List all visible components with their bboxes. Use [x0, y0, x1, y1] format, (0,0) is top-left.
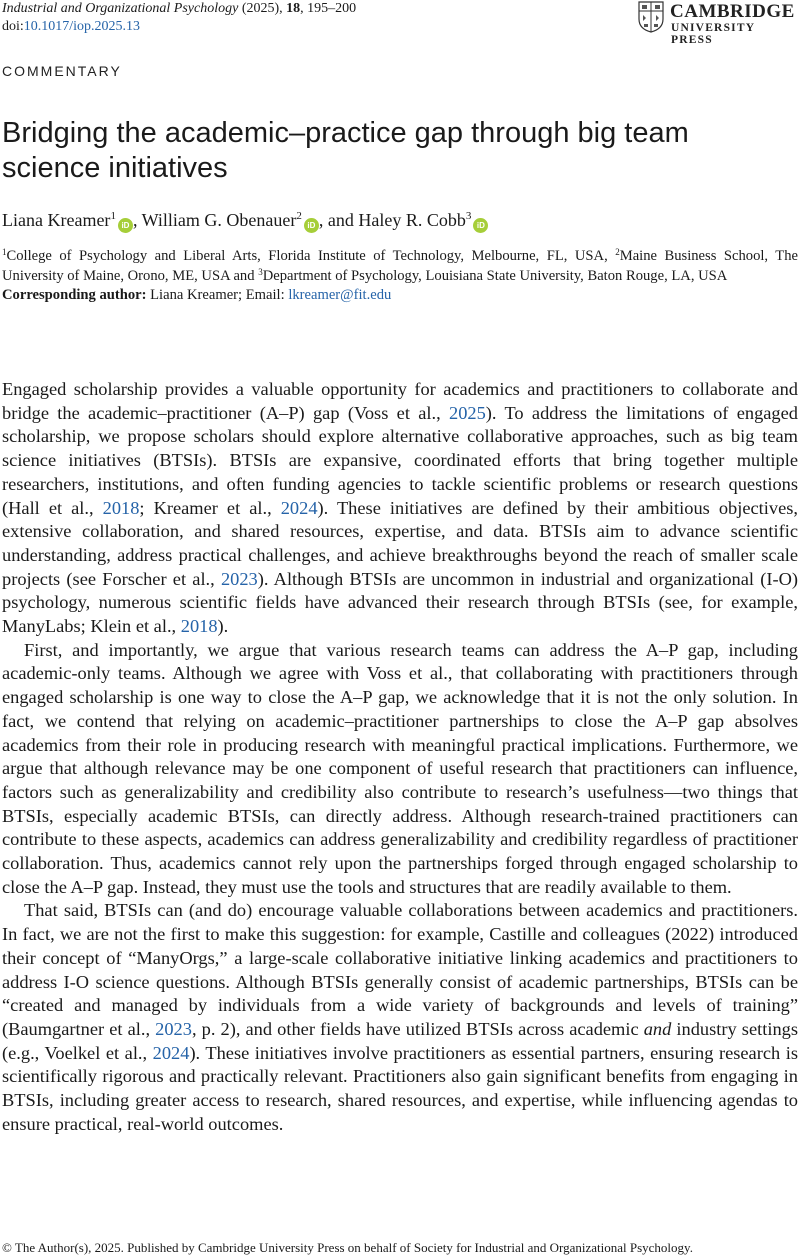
- citation-link[interactable]: 2025: [449, 402, 486, 423]
- author-affiliation-sup: 1: [110, 210, 116, 222]
- citation-link[interactable]: 2024: [152, 1042, 190, 1063]
- corresponding-label: Corresponding author:: [2, 287, 147, 303]
- body-paragraph: [2, 899, 798, 1136]
- cambridge-shield-icon: [638, 1, 664, 33]
- corresponding-author: [2, 286, 391, 306]
- article-body: [2, 378, 798, 1137]
- emphasis-text: and: [643, 1018, 672, 1039]
- journal-volume: 18: [286, 1, 301, 16]
- body-text: industry settings (e.g., Voelkel et al.,: [2, 1018, 798, 1063]
- affiliation-text: College of Psychology and Liberal Arts, Florida Institute of Technology, Melbourne, FL, USA,: [6, 248, 616, 264]
- doi-label: doi:: [2, 19, 24, 34]
- article-title: Bridging the academic–practice gap through big team science initiatives: [2, 117, 689, 184]
- affiliation-sup: 2: [615, 247, 620, 257]
- body-text: ). To address the limitations of engaged scholarship, we propose scholars should explore alternative collaborative approaches, such as big team science initiatives (BTSIs). BTSIs are expansive, coordinated efforts that bring together multiple researchers, institutions, and often funding agencies to tackle scientific problems or research questions (Hall et al.,: [2, 402, 798, 518]
- corresponding-email-link[interactable]: lkreamer@fit.edu: [288, 287, 392, 303]
- author-affiliation-sup: 3: [465, 210, 472, 222]
- orcid-icon[interactable]: iD: [304, 218, 319, 233]
- citation-link[interactable]: 2023: [220, 568, 258, 589]
- citation-link[interactable]: 2024: [280, 497, 318, 518]
- body-text: ; Kreamer et al.,: [139, 497, 281, 518]
- body-text: That said, BTSIs can (and do) encourage valuable collaborations between academics and practitioners. In fact, we are not the first to make this suggestion: for example, Castille and colleagues (2022) introduced their concept of “ManyOrgs,” a large-scale collaborative initiative linking academics and practitioners to address I-O science questions. Although BTSIs generally consist of academic partnerships, BTSIs can be “created and managed by individuals from a wide variety of backgrounds and levels of training” (Baumgartner et al.,: [2, 900, 798, 1039]
- corresponding-text: Liana Kreamer; Email:: [146, 287, 289, 303]
- author-separator: ,: [132, 210, 142, 230]
- affiliation-text: Maine Business School, The University of Maine, Orono, ME, USA and: [2, 248, 798, 284]
- affiliation-sup: 1: [2, 247, 7, 257]
- body-text: Engaged scholarship provides a valuable opportunity for academics and practitioners to collaborate and bridge the academic–practitioner (A–P) gap (Voss et al.,: [2, 379, 798, 423]
- body-text: ). These initiatives are defined by their ambitious objectives, extensive collaboration, and shared resources, expertise, and data. BTSIs aim to advance scientific understanding, address practical challenges, and achieve breakthroughs beyond the reach of smaller scale projects (see Forscher et al.,: [2, 497, 799, 589]
- citation-link[interactable]: 2023: [155, 1018, 192, 1039]
- author-separator: , and: [318, 210, 359, 230]
- journal-citation: [2, 0, 356, 18]
- body-text: ). These initiatives involve practitioners as essential partners, ensuring research is scientifically rigorous and practically relevant. Practitioners also gain significant benefits from engaging in BTSIs, including greater access to research, shared resources, and expertise, while influencing agendas to ensure practical, real-world outcomes.: [2, 1042, 798, 1134]
- journal-name: Industrial and Organizational Psychology: [2, 1, 239, 16]
- journal-pages: , 195–200: [300, 1, 357, 16]
- author-list: [2, 208, 488, 233]
- body-paragraph: [2, 378, 798, 639]
- author-name: Liana Kreamer: [2, 210, 111, 230]
- affiliation-sup: 3: [258, 266, 263, 277]
- affiliation-text: Department of Psychology, Louisiana State University, Baton Rouge, LA, USA: [262, 267, 728, 284]
- body-paragraph: [2, 639, 798, 900]
- orcid-icon[interactable]: iD: [473, 218, 488, 233]
- body-text: , p. 2), and other fields have utilized BTSIs across academic: [191, 1018, 644, 1039]
- citation-link[interactable]: 2018: [180, 616, 218, 637]
- author-name: William G. Obenauer: [141, 210, 297, 230]
- publisher-logo[interactable]: [638, 1, 798, 46]
- citation-link[interactable]: 2018: [102, 497, 140, 518]
- body-text: ).: [217, 616, 229, 637]
- doi-line: [2, 18, 140, 36]
- orcid-icon[interactable]: iD: [118, 218, 133, 233]
- body-text: First, and importantly, we argue that various research teams can address the A–P gap, including academic-only teams. Although we agree with Voss et al., that collaborating with practitioners through engaged scholarship is one way to close the A–P gap, we acknowledge that it is not the only solution. In fact, we contend that relying on academic–practitioner partnerships to close the A–P gap absolves academics from their role in producing research with meaningful practical implications. Furthermore, we argue that although relevance may be one component of useful research that practitioners can influence, factors such as generalizability and credibility also contribute to research’s usefulness—two things that BTSIs, especially academic BTSIs, can directly address. Although research-trained practitioners can contribute to these aspects, academics can address generalizability and credibility regardless of practitioner collaboration. Thus, academics cannot rely upon the partnerships forged through engaged scholarship to close the A–P gap. Instead, they must use the tools and structures that are readily available to them.: [2, 639, 798, 897]
- article-type-label: COMMENTARY: [2, 63, 122, 79]
- copyright-footer: © The Author(s), 2025. Published by Cambridge University Press on behalf of Society for Industrial and Organizational Psychology.: [2, 1240, 693, 1255]
- journal-year: (2025),: [238, 1, 287, 16]
- author-affiliation-sup: 2: [296, 210, 302, 222]
- author-name: Haley R. Cobb: [358, 210, 466, 230]
- doi-link[interactable]: 10.1017/iop.2025.13: [23, 19, 141, 34]
- publisher-name: CAMBRIDGE: [670, 1, 795, 22]
- publisher-subname: UNIVERSITY PRESS: [671, 22, 755, 46]
- body-text: ). Although BTSIs are uncommon in industrial and organizational (I-O) psychology, numerous scientific fields have advanced their research through BTSIs (see, for example, ManyLabs; Klein et al.,: [2, 568, 798, 637]
- affiliations: [2, 247, 798, 286]
